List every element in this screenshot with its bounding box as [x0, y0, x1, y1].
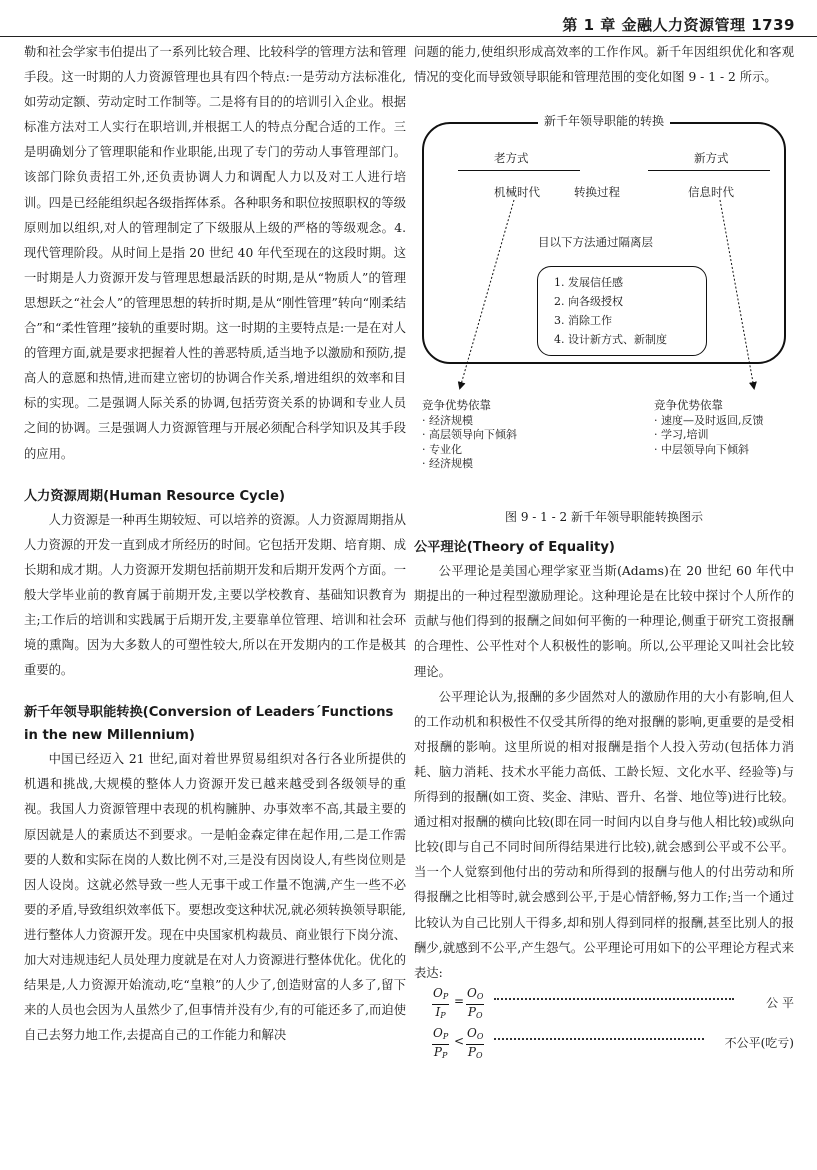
step-item: 3. 消除工作 — [554, 314, 612, 328]
formula-operator: = — [454, 993, 465, 1008]
paragraph-figure-intro: 问题的能力,使组织形成高效率的工作作风。新千年因组织优化和客观情况的变化而导致领导职能和管理范围的变化如图 9 - 1 - 2 所示。 — [414, 45, 794, 85]
paragraph-equality-detail: 公平理论认为,报酬的多少固然对人的激励作用的大小有影响,但人的工作动机和积极性不仅受其所得的绝对报酬的影响,更重要的是受相对报酬的影响。这里所说的相对报酬是指个人投入劳动(包括体力消耗、脑力消耗、技术水平能力高低、工龄长短、文化水平、经验等)与所得到的报酬(如工资、奖金、津贴、晋升、名誉、地位等)进行比较。通过相对报酬的横向比较(即在同一时间内以自身与他人相比较)或纵向比较(即与自己不同时间所得结果进行比较),就会感到公平或不公平。当一个人觉察到他付出的劳动和所得到的报酬与他人的付出劳动和所得报酬之比相等时,就会感到公平,于是心情舒畅,努力工作;当一个通过比较认为自己比别人干得多,却和别人得到同样的报酬,甚至比别人的报酬少,就感到不公平,产生怨气。公平理论可用如下的公平理论方程式来表达: — [414, 689, 794, 980]
label-machine-age: 机械时代 — [494, 185, 540, 200]
list-item: · 经济规模 — [422, 457, 473, 471]
list-item: · 高层领导向下倾斜 — [422, 428, 517, 442]
right-list-title: 竞争优势依靠 — [654, 398, 723, 413]
label-isolation-layer: 目以下方法通过隔离层 — [538, 235, 653, 250]
leader-dots — [494, 1032, 704, 1040]
header-chapter-title: 第 1 章 金融人力资源管理 1739 — [562, 16, 795, 34]
fraction-right: $\frac{O_O}{P_O}$ — [467, 1025, 484, 1060]
list-item: · 专业化 — [422, 442, 462, 456]
label-info-age: 信息时代 — [688, 185, 734, 200]
step-item: 4. 设计新方式、新制度 — [554, 333, 667, 347]
list-item: · 学习,培训 — [654, 428, 709, 442]
right-advantage-list — [654, 398, 764, 457]
fraction-left: $\frac{O_P}{I_P}$ — [433, 985, 449, 1020]
dashed-arrow-left — [460, 200, 514, 388]
paragraph-leader-functions: 中国已经迈入 21 世纪,面对着世界贸易组织对各行各业所提供的机遇和挑战,大规模的整体人力资源开发已越来越受到各级领导的重视。我国人力资源管理中表现的机构臃肿、办事效率不高,其最主要的原因就是人的素质达不到要求。一是帕金森定律在起作用,二是工作需要的人数和实际在岗的人数比例不对,三是没有因岗设人,有些岗位则是因人设岗。这就必然导致一些人无事干或工作量不饱满,产生一些不必要的矛盾,导致组织效率低下。要想改变这种状况,就必须转换领导职能,进行整体人力资源开发。现在中央国家机构裁员、商业银行下岗分流、加大对违规违纪人员处理力度就是在对人力资源进行整体优化。优化的结果是,人力资源开始流动,吃“皇粮”的人少了,创造财富的人多了,留下来的人员也会因为人虽然少了,但事情并没有少,有的可能还多了,而迫使自己去努力地工作,去提高自己的工作能力和解决 — [24, 752, 406, 1043]
formula-unequal — [414, 1026, 794, 1066]
figure-title: 新千年领导职能的转换 — [414, 112, 794, 129]
label-transition: 转换过程 — [574, 185, 620, 200]
paragraph-hr-cycle: 人力资源是一种再生期较短、可以培养的资源。人力资源周期指从人力资源的开发一直到成才所经历的时间。它包括开发期、培育期、成长期和成才期。人力资源开发期包括前期开发和后期开发两个方面。一般大学毕业前的教育属于前期开发,主要以学校教育、基础知识教育为主;工作后的培训和实践属于后期开发,主要靠单位管理、培训和社会环境的熏陶。因为大多数人的可塑性较大,所以在开发期内的工作是极其重要的。 — [24, 512, 406, 678]
left-column — [24, 40, 406, 1048]
paragraph-management-stages: 勒和社会学家韦伯提出了一系列比较合理、比较科学的管理方法和管理手段。这一时期的人力资源管理也具有四个特点:一是劳动方法标准化,如劳动定额、劳动定时工作制等。二是将有目的的培训引入企业。根据标准方法对工人实行在职培训,并根据工人的特点分配合适的工作。三是明确划分了管理职能和作业职能,出现了专门的劳动人事管理部门。该部门除负责招工外,还负责协调人力和调配人力以及对工人进行培训。四是已经能组织起各级指挥体系。各种职务和职位按照职权的等级原则加以组织,对人的管理制定了下级服从上级的严格的等级观念。4. 现代管理阶段。从时间上是指 20 世纪 40 年代至现在的这段时期。这一时期是人力资源开发与管理思想最活跃的时期,是从“物质人”的管理思想跃之“社会人”的管理思想的转折时期,是从“刚性管理”转向“刚柔结合”和“柔性管理”接轨的重要时期。这一时期的主要特点是:一是在对人的管理方面,就是要求把握着人性的善恶特质,适当地予以激励和预防,提高人的意愿和热情,进而建立密切的协调合作关系,增进组织的效率和目标的实现。二是强调人际关系的协调,包括劳资关系的协调和专业人员之间的协调。三是强调人力资源管理与开展必须配合科学知识及其手段的应用。 — [24, 45, 406, 461]
figure-leader-function-conversion — [414, 96, 794, 524]
leader-dots — [494, 992, 734, 1000]
list-item: · 速度—及时返回,反馈 — [654, 413, 764, 427]
dashed-arrow-right — [720, 200, 754, 388]
fraction-left: $\frac{O_P}{P_P}$ — [433, 1025, 449, 1060]
running-header — [0, 8, 817, 37]
figure-caption: 图 9 - 1 - 2 新千年领导职能转换图示 — [505, 510, 703, 525]
step-item: 1. 发展信任感 — [554, 276, 623, 290]
section-title-leader-functions: 新千年领导职能转换(Conversion of Leaders´Functions in the new Millennium) — [24, 705, 394, 744]
right-column — [414, 40, 794, 1066]
label-new-way: 新方式 — [694, 151, 729, 166]
left-list-title: 竞争优势依靠 — [422, 398, 491, 413]
formula-operator: < — [454, 1033, 465, 1048]
formula-equal — [414, 986, 794, 1026]
formula-result: 不公平(吃亏) — [724, 1035, 794, 1050]
list-item: · 中层领导向下倾斜 — [654, 442, 749, 456]
left-advantage-list — [422, 398, 517, 472]
section-title-hr-cycle: 人力资源周期(Human Resource Cycle) — [24, 488, 286, 504]
fraction-right: $\frac{O_O}{P_O}$ — [467, 985, 484, 1020]
label-old-way: 老方式 — [494, 151, 529, 166]
list-item: · 经济规模 — [422, 413, 473, 427]
section-title-equality: 公平理论(Theory of Equality) — [414, 540, 615, 556]
paragraph-equality-intro: 公平理论是美国心理学家亚当斯(Adams)在 20 世纪 60 年代中期提出的一种过程型激励理论。这种理论是在比较中探讨个人所作的贡献与他们得到的报酬之间如何平衡的一种理论,侧重于研究工资报酬的合理性、公平性对个人积极性的影响。所以,公平理论又叫社会比较理论。 — [414, 564, 794, 679]
formula-result: 公 平 — [766, 995, 794, 1010]
step-item: 2. 向各级授权 — [554, 295, 623, 309]
